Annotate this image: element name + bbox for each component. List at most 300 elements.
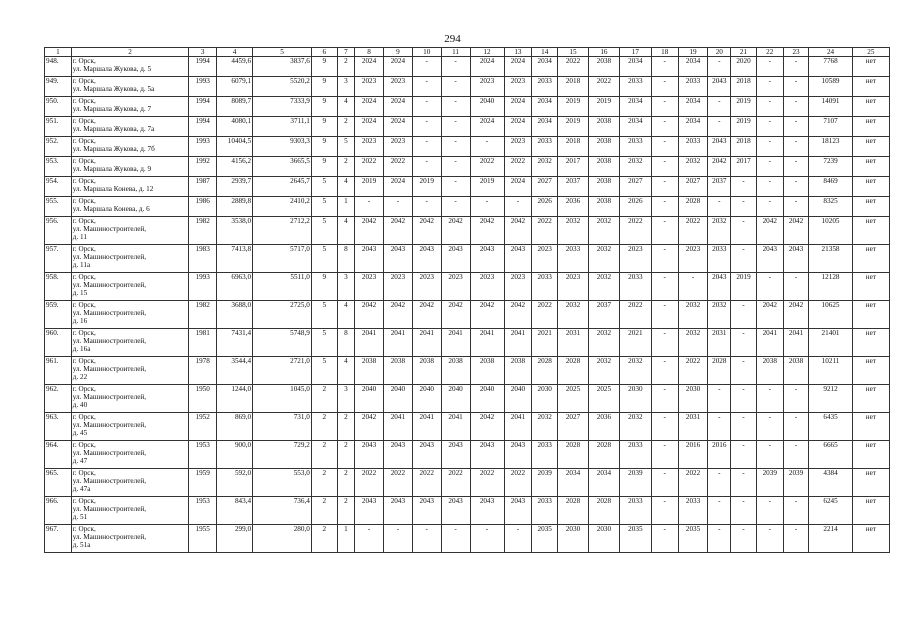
column-number: 5 bbox=[253, 48, 312, 57]
table-cell: 2030 bbox=[588, 525, 619, 553]
table-cell: 2040 bbox=[355, 385, 384, 413]
table-cell: 2027 bbox=[619, 177, 651, 197]
address-cell: г. Орск, ул. Машиностроителей, д. 45 bbox=[71, 413, 188, 441]
address-cell: г. Орск, ул. Машиностроителей, д. 47а bbox=[71, 469, 188, 497]
table-cell: нет bbox=[852, 245, 889, 273]
table-cell: 2038 bbox=[355, 357, 384, 385]
table-cell: нет bbox=[852, 273, 889, 301]
table-cell: 2032 bbox=[619, 413, 651, 441]
table-cell: 9212 bbox=[809, 385, 852, 413]
table-cell: 2028 bbox=[558, 497, 589, 525]
table-cell: 2030 bbox=[558, 525, 589, 553]
table-cell: 2032 bbox=[619, 157, 651, 177]
table-cell: 10625 bbox=[809, 301, 852, 329]
table-row bbox=[45, 385, 890, 413]
table-cell: 3544,4 bbox=[217, 357, 253, 385]
table-cell: 2 bbox=[337, 57, 355, 77]
table-cell: 3538,0 bbox=[217, 217, 253, 245]
table-cell: 9 bbox=[311, 57, 337, 77]
page-number: 294 bbox=[444, 33, 461, 45]
table-cell: - bbox=[441, 177, 470, 197]
table-cell: - bbox=[504, 525, 532, 553]
table-cell: - bbox=[731, 217, 757, 245]
column-number: 4 bbox=[217, 48, 253, 57]
address-cell: г. Орск, ул. Машиностроителей, д. 15 bbox=[71, 273, 188, 301]
table-cell: 2 bbox=[311, 385, 337, 413]
table-cell: 2043 bbox=[383, 497, 412, 525]
table-cell: 2042 bbox=[441, 217, 470, 245]
table-cell: 5 bbox=[337, 137, 355, 157]
table-cell: - bbox=[651, 117, 678, 137]
table-row bbox=[45, 273, 890, 301]
table-row bbox=[45, 441, 890, 469]
table-cell: 2024 bbox=[504, 57, 532, 77]
table-cell: - bbox=[651, 245, 678, 273]
table-cell: 2025 bbox=[558, 385, 589, 413]
table-cell: 2041 bbox=[383, 329, 412, 357]
table-cell: - bbox=[731, 525, 757, 553]
table-cell: 2041 bbox=[412, 329, 441, 357]
table-cell: - bbox=[441, 97, 470, 117]
table-cell: 2032 bbox=[619, 357, 651, 385]
table-cell: 2035 bbox=[678, 525, 708, 553]
column-number-row bbox=[45, 48, 890, 57]
column-number: 11 bbox=[441, 48, 470, 57]
table-cell: 9 bbox=[311, 137, 337, 157]
table-cell: 2031 bbox=[558, 329, 589, 357]
table-cell: 1244,0 bbox=[217, 385, 253, 413]
table-cell: 2041 bbox=[441, 413, 470, 441]
table-cell: 2032 bbox=[678, 329, 708, 357]
table-cell: 2034 bbox=[678, 117, 708, 137]
table-cell: - bbox=[731, 177, 757, 197]
address-cell: г. Орск, ул. Машиностроителей, д. 22 bbox=[71, 357, 188, 385]
table-cell: 2024 bbox=[383, 177, 412, 197]
table-cell: 2032 bbox=[678, 157, 708, 177]
table-cell: - bbox=[412, 57, 441, 77]
table-cell: 2043 bbox=[355, 245, 384, 273]
column-number: 23 bbox=[783, 48, 809, 57]
table-cell: 2043 bbox=[756, 245, 783, 273]
table-cell: 2032 bbox=[588, 357, 619, 385]
table-cell: нет bbox=[852, 217, 889, 245]
table-row bbox=[45, 77, 890, 97]
table-cell: 2034 bbox=[619, 97, 651, 117]
column-number: 24 bbox=[809, 48, 852, 57]
table-cell: 2 bbox=[337, 469, 355, 497]
row-number-cell: 954. bbox=[45, 177, 72, 197]
table-cell: 2 bbox=[311, 413, 337, 441]
table-cell: 2031 bbox=[678, 413, 708, 441]
table-cell: 2027 bbox=[532, 177, 558, 197]
table-cell: 9 bbox=[311, 273, 337, 301]
table-cell: 2032 bbox=[588, 329, 619, 357]
table-cell: 2038 bbox=[441, 357, 470, 385]
table-cell: - bbox=[756, 497, 783, 525]
column-number: 20 bbox=[708, 48, 731, 57]
table-cell: - bbox=[651, 329, 678, 357]
table-cell: - bbox=[651, 97, 678, 117]
table-cell: 1952 bbox=[189, 413, 217, 441]
table-cell: - bbox=[441, 77, 470, 97]
table-cell: 2028 bbox=[678, 197, 708, 217]
table-cell: 2043 bbox=[783, 245, 809, 273]
table-cell: 2043 bbox=[412, 441, 441, 469]
address-cell: г. Орск, ул. Машиностроителей, д. 11 bbox=[71, 217, 188, 245]
table-cell: 4 bbox=[337, 97, 355, 117]
table-cell: 2032 bbox=[532, 413, 558, 441]
table-cell: 2033 bbox=[532, 441, 558, 469]
table-row bbox=[45, 525, 890, 553]
table-cell: 2 bbox=[337, 497, 355, 525]
table-cell: 3837,6 bbox=[253, 57, 312, 77]
table-cell: 2042 bbox=[783, 301, 809, 329]
table-cell: 5748,9 bbox=[253, 329, 312, 357]
table-cell: 2043 bbox=[504, 497, 532, 525]
table-cell: 7768 bbox=[809, 57, 852, 77]
address-cell: г. Орск, ул. Маршала Жукова, д. 5а bbox=[71, 77, 188, 97]
table-cell: 2038 bbox=[588, 157, 619, 177]
table-cell: 2 bbox=[337, 441, 355, 469]
table-cell: 2042 bbox=[504, 301, 532, 329]
table-cell: 2041 bbox=[383, 413, 412, 441]
table-cell: 2028 bbox=[558, 441, 589, 469]
table-cell: 14091 bbox=[809, 97, 852, 117]
table-body bbox=[45, 57, 890, 553]
table-cell: нет bbox=[852, 177, 889, 197]
table-cell: 2 bbox=[337, 157, 355, 177]
table-cell: - bbox=[783, 137, 809, 157]
table-cell: 2023 bbox=[383, 77, 412, 97]
table-cell: 5 bbox=[311, 329, 337, 357]
table-cell: 2042 bbox=[355, 413, 384, 441]
table-cell: 2022 bbox=[532, 217, 558, 245]
table-cell: - bbox=[731, 469, 757, 497]
table-cell: 2038 bbox=[588, 197, 619, 217]
table-row bbox=[45, 97, 890, 117]
table-cell: - bbox=[651, 197, 678, 217]
table-cell: 2043 bbox=[355, 497, 384, 525]
table-cell: 1953 bbox=[189, 497, 217, 525]
table-cell: - bbox=[651, 77, 678, 97]
table-cell: 2030 bbox=[678, 385, 708, 413]
housing-register-table bbox=[44, 47, 890, 553]
table-cell: 2018 bbox=[731, 77, 757, 97]
table-cell: - bbox=[383, 197, 412, 217]
table-cell: 2017 bbox=[731, 157, 757, 177]
table-cell: 2038 bbox=[383, 357, 412, 385]
table-cell: - bbox=[651, 273, 678, 301]
table-row bbox=[45, 357, 890, 385]
column-number: 14 bbox=[532, 48, 558, 57]
table-cell: 2023 bbox=[470, 273, 504, 301]
table-cell: 2041 bbox=[756, 329, 783, 357]
address-cell: г. Орск, ул. Машиностроителей, д. 40 bbox=[71, 385, 188, 413]
column-number: 17 bbox=[619, 48, 651, 57]
table-cell: 2034 bbox=[619, 57, 651, 77]
table-cell: 2022 bbox=[383, 157, 412, 177]
table-row bbox=[45, 117, 890, 137]
column-number: 9 bbox=[383, 48, 412, 57]
table-cell: 2039 bbox=[619, 469, 651, 497]
table-cell: 6665 bbox=[809, 441, 852, 469]
table-cell: - bbox=[441, 525, 470, 553]
table-cell: 553,0 bbox=[253, 469, 312, 497]
table-cell: 2024 bbox=[504, 117, 532, 137]
table-cell: 2043 bbox=[470, 441, 504, 469]
row-number-cell: 953. bbox=[45, 157, 72, 177]
table-cell: 2214 bbox=[809, 525, 852, 553]
table-cell: - bbox=[441, 137, 470, 157]
table-cell: 5511,0 bbox=[253, 273, 312, 301]
table-cell: 1981 bbox=[189, 329, 217, 357]
table-cell: 2022 bbox=[441, 469, 470, 497]
table-cell: 2032 bbox=[532, 157, 558, 177]
table-cell: 299,0 bbox=[217, 525, 253, 553]
table-cell: 2023 bbox=[412, 273, 441, 301]
row-number-cell: 966. bbox=[45, 497, 72, 525]
table-cell: - bbox=[355, 525, 384, 553]
table-cell: 8325 bbox=[809, 197, 852, 217]
table-cell: 2040 bbox=[412, 385, 441, 413]
row-number-cell: 963. bbox=[45, 413, 72, 441]
table-cell: 1983 bbox=[189, 245, 217, 273]
table-cell: 2023 bbox=[619, 245, 651, 273]
table-cell: 1987 bbox=[189, 177, 217, 197]
table-cell: 2035 bbox=[619, 525, 651, 553]
table-cell: - bbox=[412, 137, 441, 157]
table-cell: 2038 bbox=[783, 357, 809, 385]
table-cell: - bbox=[504, 197, 532, 217]
table-cell: - bbox=[756, 273, 783, 301]
table-cell: 5520,2 bbox=[253, 77, 312, 97]
table-cell: 2033 bbox=[619, 77, 651, 97]
table-cell: 2042 bbox=[412, 217, 441, 245]
table-cell: 2038 bbox=[588, 117, 619, 137]
table-cell: 2043 bbox=[470, 497, 504, 525]
table-cell: 2040 bbox=[470, 97, 504, 117]
table-cell: 2027 bbox=[678, 177, 708, 197]
table-cell: 2028 bbox=[708, 357, 731, 385]
table-cell: 2019 bbox=[412, 177, 441, 197]
row-number-cell: 949. bbox=[45, 77, 72, 97]
table-row bbox=[45, 57, 890, 77]
table-cell: 2042 bbox=[470, 301, 504, 329]
table-cell: 2034 bbox=[588, 469, 619, 497]
table-cell: 1953 bbox=[189, 441, 217, 469]
table-cell: 2023 bbox=[441, 273, 470, 301]
table-cell: - bbox=[412, 117, 441, 137]
table-cell: 2022 bbox=[470, 469, 504, 497]
table-cell: - bbox=[441, 157, 470, 177]
table-cell: 2034 bbox=[532, 57, 558, 77]
table-cell: - bbox=[708, 97, 731, 117]
table-cell: 2033 bbox=[532, 137, 558, 157]
table-cell: 2023 bbox=[504, 77, 532, 97]
table-cell: нет bbox=[852, 413, 889, 441]
table-cell: 2037 bbox=[588, 301, 619, 329]
table-cell: 2033 bbox=[619, 137, 651, 157]
table-cell: - bbox=[783, 97, 809, 117]
table-cell: 2041 bbox=[504, 329, 532, 357]
table-cell: - bbox=[651, 385, 678, 413]
table-row bbox=[45, 217, 890, 245]
table-row bbox=[45, 329, 890, 357]
table-cell: 3711,1 bbox=[253, 117, 312, 137]
table-cell: 2022 bbox=[504, 469, 532, 497]
table-cell: 4384 bbox=[809, 469, 852, 497]
table-cell: 5 bbox=[311, 217, 337, 245]
row-number-cell: 957. bbox=[45, 245, 72, 273]
table-cell: - bbox=[731, 413, 757, 441]
table-cell: 5 bbox=[311, 245, 337, 273]
table-cell: 2025 bbox=[588, 385, 619, 413]
table-cell: нет bbox=[852, 197, 889, 217]
table-cell: 2043 bbox=[441, 245, 470, 273]
table-cell: 2 bbox=[311, 497, 337, 525]
table-cell: 3 bbox=[337, 273, 355, 301]
table-cell: 2 bbox=[311, 525, 337, 553]
table-cell: 2022 bbox=[532, 301, 558, 329]
table-cell: 2032 bbox=[708, 301, 731, 329]
table-cell: 2039 bbox=[756, 469, 783, 497]
row-number-cell: 955. bbox=[45, 197, 72, 217]
table-cell: 18123 bbox=[809, 137, 852, 157]
table-cell: 2033 bbox=[619, 441, 651, 469]
table-cell: - bbox=[708, 413, 731, 441]
table-cell: 2042 bbox=[412, 301, 441, 329]
table-cell: 9 bbox=[311, 157, 337, 177]
column-number: 3 bbox=[189, 48, 217, 57]
table-cell: 2024 bbox=[355, 97, 384, 117]
table-cell: 2041 bbox=[783, 329, 809, 357]
row-number-cell: 960. bbox=[45, 329, 72, 357]
row-number-cell: 951. bbox=[45, 117, 72, 137]
table-cell: 2028 bbox=[532, 357, 558, 385]
table-cell: 7431,4 bbox=[217, 329, 253, 357]
table-cell: 2039 bbox=[783, 469, 809, 497]
address-cell: г. Орск, ул. Маршала Жукова, д. 7 bbox=[71, 97, 188, 117]
table-cell: 10211 bbox=[809, 357, 852, 385]
table-cell: 10205 bbox=[809, 217, 852, 245]
table-cell: 2033 bbox=[532, 77, 558, 97]
table-cell: 2019 bbox=[470, 177, 504, 197]
table-cell: нет bbox=[852, 357, 889, 385]
table-cell: 2033 bbox=[532, 273, 558, 301]
table-cell: 2018 bbox=[558, 77, 589, 97]
table-cell: 3688,0 bbox=[217, 301, 253, 329]
table-cell: 900,0 bbox=[217, 441, 253, 469]
row-number-cell: 959. bbox=[45, 301, 72, 329]
table-cell: - bbox=[731, 301, 757, 329]
table-cell: нет bbox=[852, 497, 889, 525]
table-cell: 843,4 bbox=[217, 497, 253, 525]
table-cell: 592,0 bbox=[217, 469, 253, 497]
table-cell: - bbox=[783, 413, 809, 441]
table-cell: нет bbox=[852, 469, 889, 497]
table-cell: нет bbox=[852, 77, 889, 97]
column-number: 18 bbox=[651, 48, 678, 57]
table-cell: - bbox=[651, 217, 678, 245]
table-cell: 2041 bbox=[355, 329, 384, 357]
table-cell: 2043 bbox=[470, 245, 504, 273]
table-cell: - bbox=[651, 57, 678, 77]
table-cell: 2024 bbox=[383, 97, 412, 117]
table-cell: - bbox=[470, 525, 504, 553]
table-cell: - bbox=[783, 157, 809, 177]
table-cell: 2645,7 bbox=[253, 177, 312, 197]
table-cell: 1994 bbox=[189, 57, 217, 77]
table-cell: 2889,8 bbox=[217, 197, 253, 217]
table-cell: 2043 bbox=[708, 273, 731, 301]
table-cell: 7413,8 bbox=[217, 245, 253, 273]
table-cell: - bbox=[756, 117, 783, 137]
table-cell: - bbox=[651, 301, 678, 329]
table-cell: - bbox=[783, 441, 809, 469]
column-number: 22 bbox=[756, 48, 783, 57]
table-cell: - bbox=[708, 385, 731, 413]
table-cell: 5 bbox=[311, 301, 337, 329]
column-number: 15 bbox=[558, 48, 589, 57]
table-cell: 1045,0 bbox=[253, 385, 312, 413]
table-cell: - bbox=[756, 385, 783, 413]
table-cell: 9 bbox=[311, 117, 337, 137]
table-cell: 2043 bbox=[708, 137, 731, 157]
table-cell: 2019 bbox=[731, 273, 757, 301]
table-cell: 2040 bbox=[441, 385, 470, 413]
table-cell: 2033 bbox=[708, 245, 731, 273]
table-cell: 2042 bbox=[756, 301, 783, 329]
table-cell: - bbox=[441, 117, 470, 137]
table-cell: 2028 bbox=[588, 497, 619, 525]
address-cell: г. Орск, ул. Машиностроителей, д. 16 bbox=[71, 301, 188, 329]
table-cell: 12128 bbox=[809, 273, 852, 301]
table-cell: - bbox=[783, 57, 809, 77]
row-number-cell: 961. bbox=[45, 357, 72, 385]
address-cell: г. Орск, ул. Машиностроителей, д. 47 bbox=[71, 441, 188, 469]
table-cell: 2022 bbox=[383, 469, 412, 497]
table-cell: 2022 bbox=[355, 469, 384, 497]
table-cell: 1978 bbox=[189, 357, 217, 385]
table-cell: 2022 bbox=[588, 77, 619, 97]
table-cell: - bbox=[756, 157, 783, 177]
table-cell: - bbox=[651, 177, 678, 197]
table-cell: 10404,5 bbox=[217, 137, 253, 157]
table-cell: 2035 bbox=[532, 525, 558, 553]
table-cell: 4 bbox=[337, 357, 355, 385]
row-number-cell: 958. bbox=[45, 273, 72, 301]
table-cell: 1959 bbox=[189, 469, 217, 497]
table-cell: - bbox=[756, 97, 783, 117]
table-cell: нет bbox=[852, 117, 889, 137]
table-cell: 2042 bbox=[355, 301, 384, 329]
table-cell: - bbox=[731, 245, 757, 273]
address-cell: г. Орск, ул. Маршала Жукова, д. 7а bbox=[71, 117, 188, 137]
table-cell: 2023 bbox=[470, 77, 504, 97]
table-cell: 1986 bbox=[189, 197, 217, 217]
table-cell: 2023 bbox=[504, 273, 532, 301]
table-cell: нет bbox=[852, 57, 889, 77]
table-row bbox=[45, 157, 890, 177]
table-cell: - bbox=[708, 57, 731, 77]
table-cell: 8 bbox=[337, 329, 355, 357]
address-cell: г. Орск, ул. Машиностроителей, д. 11а bbox=[71, 245, 188, 273]
table-cell: 2038 bbox=[470, 357, 504, 385]
table-cell: 2036 bbox=[558, 197, 589, 217]
row-number-cell: 950. bbox=[45, 97, 72, 117]
table-cell: 2041 bbox=[504, 413, 532, 441]
table-cell: 2028 bbox=[558, 357, 589, 385]
